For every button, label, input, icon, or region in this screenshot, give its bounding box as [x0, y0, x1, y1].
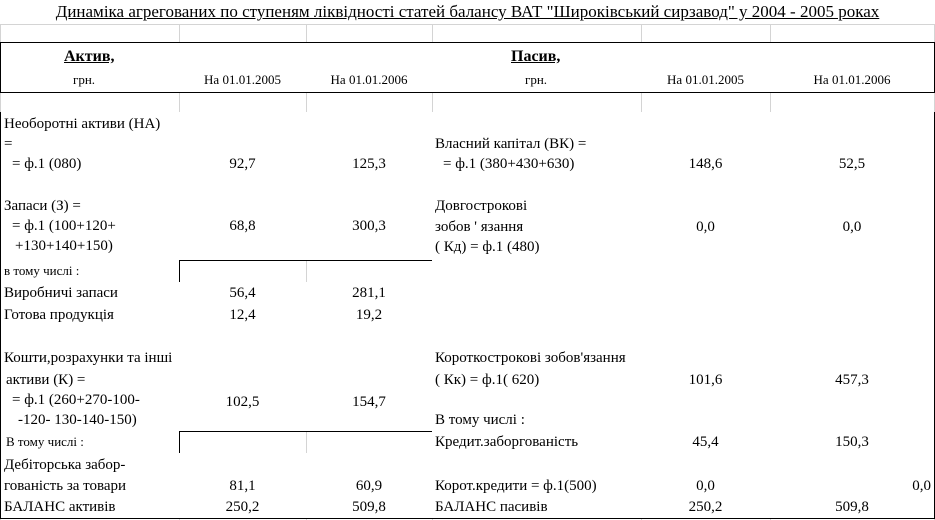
kredytorska-value-2006: 150,3 — [770, 431, 935, 454]
liab-header-unit: грн. — [525, 72, 548, 87]
assets-date1-header: На 01.01.2005 — [179, 42, 307, 93]
korot-value-2005: 0,0 — [641, 453, 771, 498]
liab-balance-label-cell: БАЛАНС пасивів — [432, 497, 642, 519]
koshty-label-cell: Кошти,розрахунки та інші активи (К) = = ф.1 (260+270-100- -120- 130-140-150) — [0, 326, 180, 432]
vk-value-2005: 148,6 — [641, 112, 771, 196]
liab-balance-value-2005: 250,2 — [641, 497, 771, 519]
na-label-cell: Необоротні активи (НА) = = ф.1 (080) — [0, 112, 180, 196]
assets-header-unit: грн. — [73, 72, 96, 87]
koshty-incl-cell: В тому числі : — [0, 431, 180, 454]
liab-balance-value-2006: 509,8 — [770, 497, 935, 519]
assets-date2-header: На 01.01.2006 — [306, 42, 433, 93]
kd-value-2005: 0,0 — [641, 195, 771, 327]
kd-label-cell: Довгострокові зобов ' язання ( Кд) = ф.1 (480) — [432, 195, 642, 327]
zapasy-value-2006: 300,3 — [306, 195, 433, 261]
assets-balance-value-2005: 250,2 — [179, 497, 307, 519]
page-title: Динаміка агрегованих по ступеням ліквідності статей балансу ВАТ "Широківський сирзавод" у 2004 - 2005 роках — [0, 0, 935, 24]
korot-label-cell: Корот.кредити = ф.1(500) — [432, 453, 642, 498]
kk-value-2006: 457,3 — [770, 326, 935, 432]
liab-header-label: Пасив, — [511, 48, 561, 65]
na-value-2006: 125,3 — [306, 112, 433, 196]
liab-header-cell — [432, 42, 642, 93]
vyrobnychi-value-2005: 56,4 — [179, 282, 307, 305]
liab-date1-header: На 01.01.2005 — [641, 42, 771, 93]
zapasy-incl-cell: в тому числі : — [0, 260, 180, 283]
vyrobnychi-label-cell: Виробничі запаси — [0, 282, 180, 305]
koshty-value-2006: 154,7 — [306, 326, 433, 432]
korot-value-2006: 0,0 — [770, 453, 935, 498]
kredytorska-value-2005: 45,4 — [641, 431, 771, 454]
vk-value-2006: 52,5 — [770, 112, 935, 196]
assets-balance-label-cell: БАЛАНС активів — [0, 497, 180, 519]
zapasy-value-2005: 68,8 — [179, 195, 307, 261]
kk-label-cell: Короткострокові зобов'язання ( Кк) = ф.1( 620) В тому числі : — [432, 326, 642, 432]
gotova-value-2005: 12,4 — [179, 304, 307, 327]
kd-value-2006: 0,0 — [770, 195, 935, 327]
zapasy-label-cell: Запаси (З) = = ф.1 (100+120+ +130+140+150) — [0, 195, 180, 261]
na-value-2005: 92,7 — [179, 112, 307, 196]
gotova-label-cell: Готова продукція — [0, 304, 180, 327]
vyrobnychi-value-2006: 281,1 — [306, 282, 433, 305]
assets-balance-value-2006: 509,8 — [306, 497, 433, 519]
debitorska-value-2005: 81,1 — [179, 453, 307, 498]
assets-header-cell — [0, 42, 180, 93]
koshty-value-2005: 102,5 — [179, 326, 307, 432]
liab-date2-header: На 01.01.2006 — [770, 42, 935, 93]
vk-label-cell: Власний капітал (ВК) = = ф.1 (380+430+630) — [432, 112, 642, 196]
kredytorska-label-cell: Кредит.заборгованість — [432, 431, 642, 454]
gotova-value-2006: 19,2 — [306, 304, 433, 327]
assets-header-label: Актив, — [64, 48, 115, 65]
kk-value-2005: 101,6 — [641, 326, 771, 432]
debitorska-value-2006: 60,9 — [306, 453, 433, 498]
debitorska-label-cell: Дебіторська забор- гованість за товари — [0, 453, 180, 498]
